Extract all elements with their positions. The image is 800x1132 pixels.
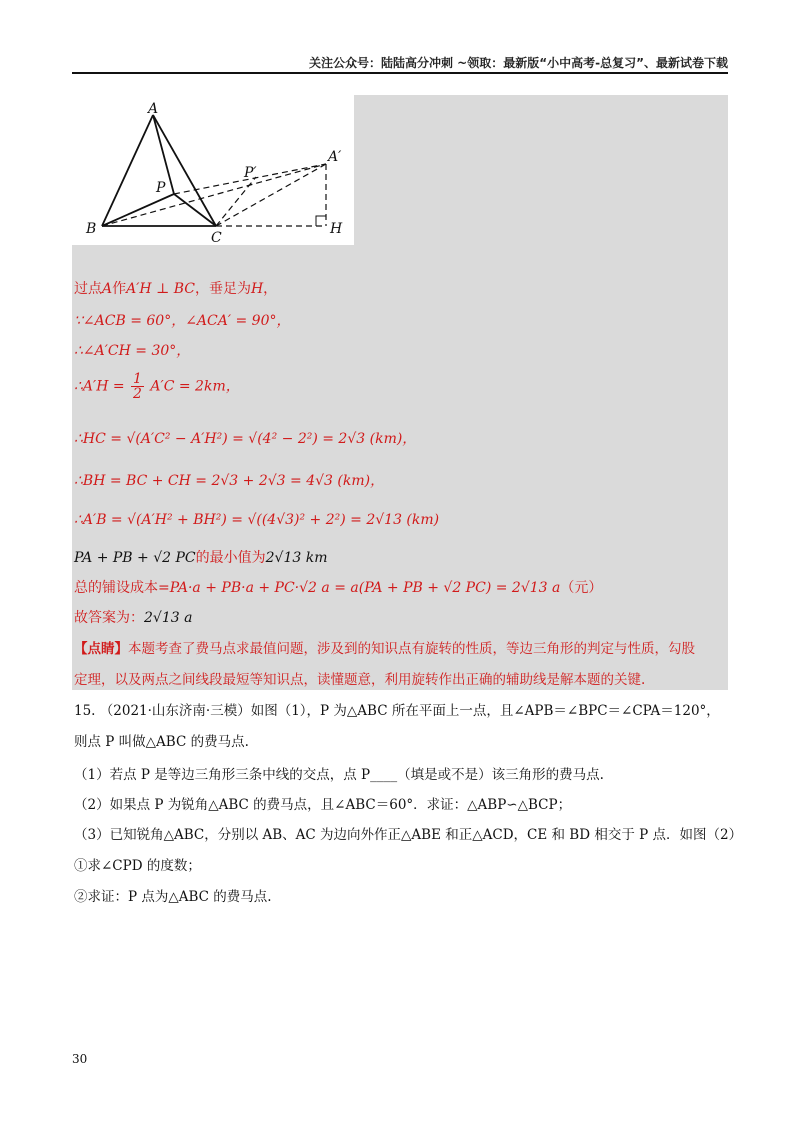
question-part-2: （2）如果点 P 为锐角△ABC 的费马点，且∠ABC＝60°．求证：△ABP∽△BCP；: [74, 797, 572, 813]
segment-AB: [102, 115, 153, 226]
label-P: P: [156, 180, 166, 196]
segment-BA-prime: [102, 164, 326, 226]
insight-note: 【点睛】本题考查了费马点求最值问题，涉及到的知识点有旋转的性质，等边三角形的判定与性质，勾股: [74, 641, 695, 657]
question-line-2: 则点 P 叫做△ABC 的费马点.: [74, 734, 249, 750]
page-number: 30: [72, 1052, 88, 1066]
solution-line-9: 总的铺设成本=PA·a + PB·a + PC·√2 a = a(PA + PB + √2 PC) = 2√13 a（元）: [74, 580, 603, 596]
solution-line-10: 故答案为：2√13 a: [74, 610, 193, 626]
header-rule: [72, 72, 728, 74]
solution-line-2: ∵∠ACB = 60°，∠ACA′ = 90°，: [74, 313, 291, 329]
question-part-3-a: ①求∠CPD 的度数；: [74, 858, 201, 874]
label-A: A: [148, 101, 159, 117]
segment-CP-prime: [216, 177, 256, 226]
solution-line-6: ∴BH = BC + CH = 2√3 + 2√3 = 4√3 (km)，: [74, 473, 385, 489]
question-part-3: （3）已知锐角△ABC，分别以 AB、AC 为边向外作正△ABE 和正△ACD，CE 和 BD 相交于 P 点．如图（2）: [74, 827, 743, 843]
question-line-1: 15. （2021·山东济南·三模）如图（1），P 为△ABC 所在平面上一点，且∠APB＝∠BPC＝∠CPA＝120°，: [74, 703, 720, 719]
label-C: C: [211, 230, 222, 245]
question-part-3-b: ②求证：P 点为△ABC 的费马点.: [74, 889, 272, 905]
solution-line-4: ∴A′H = $\frac{1}{2}$ A′C = 2km，: [74, 371, 240, 402]
segment-CA-prime: [216, 164, 326, 226]
insight-note-line-2: 定理，以及两点之间线段最短等知识点，读懂题意，利用旋转作出正确的辅助线是解本题的关键.: [74, 672, 646, 688]
solution-line-5: ∴HC = √(A′C² − A′H²) = √(4² − 2²) = 2√3 (km)，: [74, 431, 417, 447]
solution-line-1: 过点A作A′H ⊥ BC，垂足为H，: [74, 281, 278, 297]
label-A-prime: A′: [328, 149, 342, 165]
solution-line-3: ∴∠A′CH = 30°，: [74, 343, 191, 359]
segment-PB: [102, 194, 174, 226]
fraction-half: $\frac{1}{2}$: [133, 371, 142, 402]
label-H: H: [330, 221, 343, 237]
page-header: 关注公众号：陆陆高分冲刺 ~领取：最新版“小中高考-总复习”、最新试卷下载: [309, 56, 728, 70]
insight-tag: 【点睛】: [74, 641, 128, 657]
question-part-1: （1）若点 P 是等边三角形三条中线的交点，点 P____（填是或不是）该三角形的费马点.: [74, 767, 604, 783]
right-angle-marker: [316, 216, 326, 226]
label-B: B: [86, 221, 97, 237]
solution-line-8: PA + PB + √2 PC的最小值为2√13 km: [74, 550, 328, 566]
geometry-figure: [72, 95, 354, 245]
segment-PC: [174, 194, 216, 226]
solution-line-7: ∴A′B = √(A′H² + BH²) = √((4√3)² + 2²) = 2√13 (km): [74, 512, 440, 528]
geometry-diagram: [72, 95, 354, 245]
label-P-prime: P′: [244, 165, 257, 181]
